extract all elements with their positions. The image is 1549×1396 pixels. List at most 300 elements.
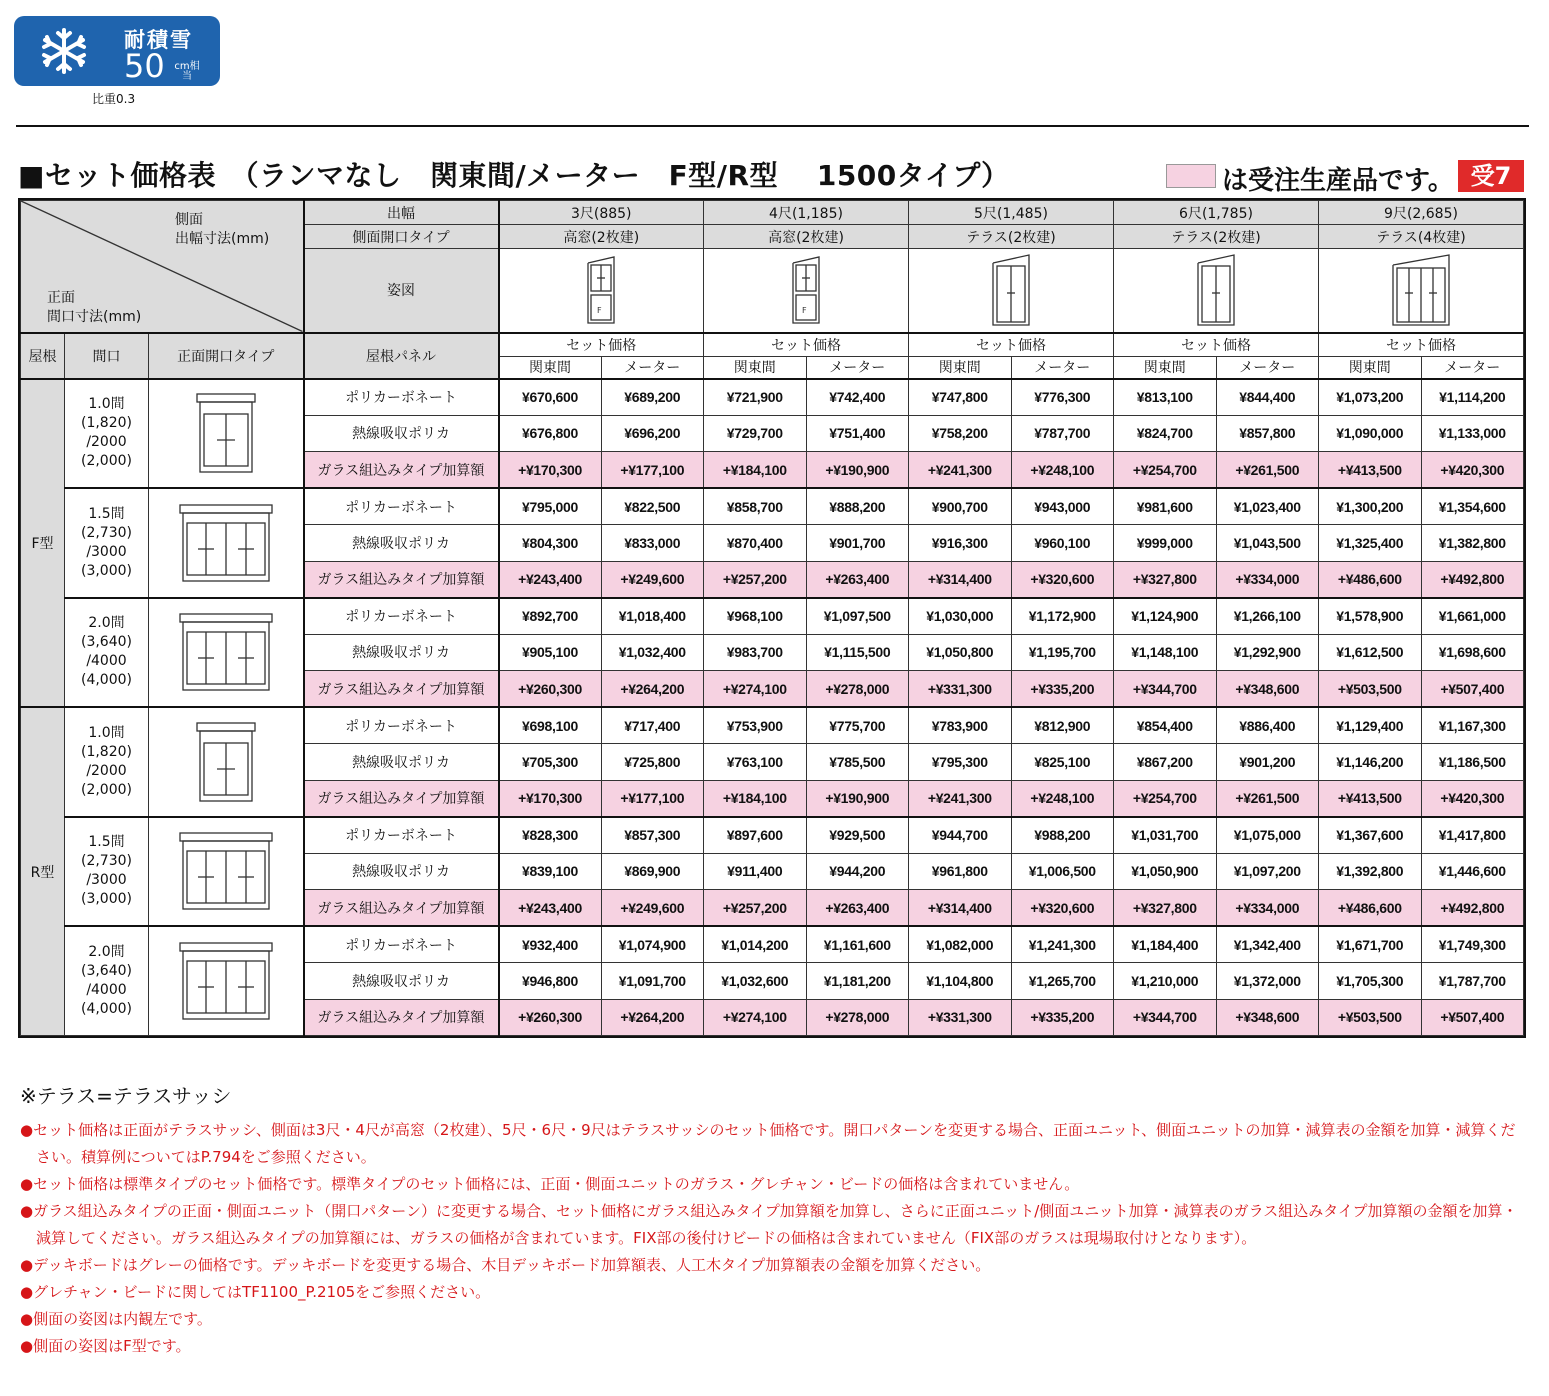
front-figure-4-panel: [178, 941, 274, 1021]
price-cell: +¥170,300: [499, 780, 602, 817]
set-price-header: セット価格: [704, 333, 909, 357]
divider: [16, 125, 1529, 127]
maguchi-line: (4,000): [80, 672, 132, 689]
maguchi-line: (2,730): [80, 524, 132, 541]
price-cell: ¥1,265,700: [1011, 963, 1114, 1000]
price-cell: ¥721,900: [704, 379, 807, 416]
price-cell: ¥676,800: [499, 415, 602, 452]
roof-panel-label: ガラス組込みタイプ加算額: [304, 999, 499, 1036]
price-cell: ¥886,400: [1216, 707, 1319, 744]
price-cell: ¥983,700: [704, 634, 807, 671]
price-cell: +¥507,400: [1421, 671, 1524, 708]
price-cell: ¥858,700: [704, 488, 807, 525]
price-cell: ¥795,300: [909, 744, 1012, 781]
price-cell: +¥184,100: [704, 780, 807, 817]
price-cell: +¥254,700: [1114, 452, 1217, 489]
price-cell: ¥824,700: [1114, 415, 1217, 452]
price-cell: ¥1,032,600: [704, 963, 807, 1000]
price-cell: ¥911,400: [704, 853, 807, 890]
price-cell: ¥1,354,600: [1421, 488, 1524, 525]
roof-panel-label: ポリカーボネート: [304, 817, 499, 854]
price-cell: +¥413,500: [1319, 452, 1422, 489]
set-price-header: セット価格: [499, 333, 704, 357]
price-cell: ¥892,700: [499, 598, 602, 635]
maguchi-cell: [65, 926, 149, 1036]
price-cell: ¥717,400: [601, 707, 704, 744]
price-cell: +¥420,300: [1421, 452, 1524, 489]
price-cell: ¥1,133,000: [1421, 415, 1524, 452]
roof-panel-label: ポリカーボネート: [304, 598, 499, 635]
roof-type: R型: [21, 707, 65, 1036]
price-cell: ¥758,200: [909, 415, 1012, 452]
roof-header: 屋根: [21, 333, 65, 379]
roof-panel-label: 熱線吸収ポリカ: [304, 525, 499, 562]
price-cell: +¥278,000: [806, 999, 909, 1036]
side-figure-high-window: [586, 255, 616, 325]
note-text: ガラス組込みタイプの正面・側面ユニット（開口パターン）に変更する場合、セット価格にガラス組込みタイプ加算額を加算し、さらに正面ユニット/側面ユニット加算・減算表のガラス組込みタイプ加算額の金額を加算・減算してください。ガラス組込みタイプの加算額には、ガラスの価格が含まれています。FIX部の後付けビードの価格は含まれていません（FIX部のガラスは現場取付けとなります）。: [33, 1202, 1518, 1247]
price-cell: +¥278,000: [806, 671, 909, 708]
note-line: [20, 1279, 1530, 1306]
price-cell: ¥1,097,200: [1216, 853, 1319, 890]
price-cell: +¥334,000: [1216, 561, 1319, 598]
side-figure-cell: [1319, 249, 1524, 333]
maguchi-line: 1.5間: [88, 834, 125, 851]
note-line: [20, 1252, 1530, 1279]
front-figure-2-panel: [195, 721, 257, 803]
price-cell: +¥314,400: [909, 890, 1012, 927]
price-cell: +¥331,300: [909, 999, 1012, 1036]
roof-panel-label: ポリカーボネート: [304, 926, 499, 963]
price-cell: ¥1,023,400: [1216, 488, 1319, 525]
price-cell: +¥274,100: [704, 999, 807, 1036]
price-cell: ¥1,006,500: [1011, 853, 1114, 890]
svg-text:F: F: [597, 306, 602, 316]
price-cell: ¥696,200: [601, 415, 704, 452]
price-cell: ¥869,900: [601, 853, 704, 890]
price-cell: +¥184,100: [704, 452, 807, 489]
price-cell: ¥1,073,200: [1319, 379, 1422, 416]
price-cell: ¥1,612,500: [1319, 634, 1422, 671]
front-type-header: 正面開口タイプ: [149, 333, 304, 379]
specific-gravity: 比重0.3: [92, 92, 136, 106]
bullet-icon: ●: [20, 1310, 34, 1328]
price-cell: ¥1,266,100: [1216, 598, 1319, 635]
price-cell: ¥981,600: [1114, 488, 1217, 525]
roof-type: F型: [21, 379, 65, 708]
price-cell: +¥243,400: [499, 561, 602, 598]
price-cell: ¥812,900: [1011, 707, 1114, 744]
price-cell: +¥260,300: [499, 999, 602, 1036]
roof-panel-label: ガラス組込みタイプ加算額: [304, 452, 499, 489]
price-cell: ¥905,100: [499, 634, 602, 671]
roof-panel-label: 熱線吸収ポリカ: [304, 853, 499, 890]
price-cell: ¥1,195,700: [1011, 634, 1114, 671]
price-cell: ¥825,100: [1011, 744, 1114, 781]
price-cell: +¥249,600: [601, 890, 704, 927]
price-cell: +¥254,700: [1114, 780, 1217, 817]
set-price-header: セット価格: [1114, 333, 1319, 357]
price-cell: ¥1,749,300: [1421, 926, 1524, 963]
price-cell: +¥241,300: [909, 452, 1012, 489]
price-cell: +¥190,900: [806, 780, 909, 817]
note-line: [20, 1306, 1530, 1333]
roof-panel-label: ガラス組込みタイプ加算額: [304, 780, 499, 817]
price-cell: ¥1,184,400: [1114, 926, 1217, 963]
notes: [20, 1080, 1530, 1360]
maguchi-line: (3,640): [80, 634, 132, 651]
price-cell: ¥763,100: [704, 744, 807, 781]
price-cell: ¥1,210,000: [1114, 963, 1217, 1000]
roof-panel-label: 熱線吸収ポリカ: [304, 744, 499, 781]
price-cell: +¥177,100: [601, 452, 704, 489]
maguchi-line: /2000: [86, 762, 127, 779]
price-cell: +¥257,200: [704, 561, 807, 598]
maguchi-line: /3000: [86, 543, 127, 560]
maguchi-line: (3,640): [80, 963, 132, 979]
maguchi-line: (2,000): [80, 781, 132, 798]
price-cell: +¥314,400: [909, 561, 1012, 598]
price-cell: +¥486,600: [1319, 561, 1422, 598]
price-cell: ¥1,241,300: [1011, 926, 1114, 963]
price-cell: +¥503,500: [1319, 999, 1422, 1036]
roof-panel-label: ポリカーボネート: [304, 379, 499, 416]
meter-header: メーター: [806, 357, 909, 379]
price-cell: +¥190,900: [806, 452, 909, 489]
maguchi-cell: [65, 488, 149, 598]
price-table: [20, 200, 1524, 1036]
price-cell: ¥1,146,200: [1319, 744, 1422, 781]
price-cell: ¥783,900: [909, 707, 1012, 744]
side-type: テラス(4枚建): [1319, 225, 1524, 249]
maguchi-line: /4000: [86, 653, 127, 670]
price-cell: +¥327,800: [1114, 890, 1217, 927]
price-cell: +¥344,700: [1114, 671, 1217, 708]
price-cell: +¥420,300: [1421, 780, 1524, 817]
bullet-icon: ●: [20, 1256, 34, 1274]
price-cell: ¥1,043,500: [1216, 525, 1319, 562]
price-cell: ¥857,300: [601, 817, 704, 854]
maguchi-cell: [65, 707, 149, 817]
kanto-header: 関東間: [499, 357, 602, 379]
badge-value: 50: [124, 47, 165, 85]
price-cell: ¥1,104,800: [909, 963, 1012, 1000]
price-cell: ¥1,292,900: [1216, 634, 1319, 671]
snow-load-badge: [14, 16, 220, 86]
price-cell: +¥243,400: [499, 890, 602, 927]
price-cell: ¥1,661,000: [1421, 598, 1524, 635]
svg-text:F: F: [802, 306, 807, 316]
price-cell: ¥870,400: [704, 525, 807, 562]
price-cell: ¥1,367,600: [1319, 817, 1422, 854]
price-cell: ¥916,300: [909, 525, 1012, 562]
price-cell: ¥944,700: [909, 817, 1012, 854]
maguchi-line: (1,820): [80, 415, 132, 432]
price-cell: +¥335,200: [1011, 671, 1114, 708]
maguchi-line: (3,000): [80, 562, 132, 579]
price-cell: ¥944,200: [806, 853, 909, 890]
price-cell: ¥1,671,700: [1319, 926, 1422, 963]
price-cell: ¥960,100: [1011, 525, 1114, 562]
price-cell: ¥787,700: [1011, 415, 1114, 452]
price-cell: ¥1,074,900: [601, 926, 704, 963]
price-cell: ¥804,300: [499, 525, 602, 562]
maguchi-cell: [65, 817, 149, 927]
side-figure-cell: [704, 249, 909, 333]
front-figure-4-panel: [178, 503, 274, 583]
front-figure-cell: [149, 817, 304, 927]
price-cell: ¥747,800: [909, 379, 1012, 416]
bullet-icon: ●: [20, 1121, 34, 1139]
roof-panel-label: ガラス組込みタイプ加算額: [304, 671, 499, 708]
price-cell: ¥1,382,800: [1421, 525, 1524, 562]
price-cell: +¥241,300: [909, 780, 1012, 817]
maguchi-cell: [65, 379, 149, 489]
maguchi-line: 2.0間: [88, 944, 125, 960]
price-cell: ¥833,000: [601, 525, 704, 562]
maguchi-line: 1.0間: [88, 724, 125, 741]
price-cell: ¥1,082,000: [909, 926, 1012, 963]
price-cell: ¥1,090,000: [1319, 415, 1422, 452]
badge-label: 耐積雪: [124, 28, 193, 52]
maguchi-line: (3,000): [80, 891, 132, 908]
maguchi-header: 間口: [65, 333, 149, 379]
price-cell: ¥1,787,700: [1421, 963, 1524, 1000]
price-cell: ¥988,200: [1011, 817, 1114, 854]
price-cell: +¥331,300: [909, 671, 1012, 708]
price-cell: +¥263,400: [806, 890, 909, 927]
price-cell: +¥334,000: [1216, 890, 1319, 927]
price-cell: ¥1,148,100: [1114, 634, 1217, 671]
set-price-header: セット価格: [1319, 333, 1524, 357]
price-cell: +¥261,500: [1216, 452, 1319, 489]
price-cell: ¥1,115,500: [806, 634, 909, 671]
note-line: [20, 1117, 1530, 1171]
front-figure-2-panel: [195, 392, 257, 474]
price-cell: +¥344,700: [1114, 999, 1217, 1036]
maguchi-line: /3000: [86, 872, 127, 889]
side-label: 側面 出幅寸法(mm): [175, 212, 270, 247]
legend-tag: 受7: [1458, 160, 1524, 192]
maguchi-line: /2000: [86, 434, 127, 451]
meter-header: メーター: [1421, 357, 1524, 379]
side-type: テラス(2枚建): [1114, 225, 1319, 249]
maguchi-line: /4000: [86, 982, 127, 998]
panel-header: 屋根パネル: [304, 333, 499, 379]
roof-panel-label: ガラス組込みタイプ加算額: [304, 890, 499, 927]
price-cell: ¥822,500: [601, 488, 704, 525]
price-cell: ¥1,578,900: [1319, 598, 1422, 635]
badge-unit: cm相当: [174, 61, 200, 82]
maguchi-line: (4,000): [80, 1001, 132, 1017]
price-cell: ¥1,030,000: [909, 598, 1012, 635]
price-cell: ¥1,091,700: [601, 963, 704, 1000]
price-cell: ¥1,032,400: [601, 634, 704, 671]
price-cell: ¥999,000: [1114, 525, 1217, 562]
price-cell: ¥1,172,900: [1011, 598, 1114, 635]
figure-header: 姿図: [304, 249, 499, 333]
front-figure-cell: [149, 926, 304, 1036]
price-cell: ¥968,100: [704, 598, 807, 635]
price-cell: ¥751,400: [806, 415, 909, 452]
price-cell: ¥844,400: [1216, 379, 1319, 416]
price-cell: ¥775,700: [806, 707, 909, 744]
price-cell: ¥698,100: [499, 707, 602, 744]
meter-header: メーター: [1216, 357, 1319, 379]
side-figure-terrace-2: [991, 253, 1031, 327]
side-figure-terrace-4: [1391, 253, 1451, 327]
price-cell: +¥320,600: [1011, 890, 1114, 927]
price-cell: ¥670,600: [499, 379, 602, 416]
price-cell: ¥857,800: [1216, 415, 1319, 452]
bullet-icon: ●: [20, 1337, 34, 1355]
bullet-icon: ●: [20, 1283, 34, 1301]
price-cell: +¥327,800: [1114, 561, 1217, 598]
price-cell: +¥248,100: [1011, 780, 1114, 817]
front-figure-cell: [149, 598, 304, 708]
depth-size: 9尺(2,685): [1319, 201, 1524, 225]
maguchi-cell: [65, 598, 149, 708]
set-price-header: セット価格: [909, 333, 1114, 357]
roof-panel-label: ポリカーボネート: [304, 707, 499, 744]
price-cell: ¥901,200: [1216, 744, 1319, 781]
price-cell: ¥1,446,600: [1421, 853, 1524, 890]
price-cell: ¥1,161,600: [806, 926, 909, 963]
price-cell: ¥1,031,700: [1114, 817, 1217, 854]
depth-size: 3尺(885): [499, 201, 704, 225]
side-figure-terrace-2: [1196, 253, 1236, 327]
price-cell: ¥1,325,400: [1319, 525, 1422, 562]
side-figure-high-window: [791, 255, 821, 325]
depth-header: 出幅: [304, 201, 499, 225]
price-cell: ¥1,124,900: [1114, 598, 1217, 635]
note-text: セット価格は正面がテラスサッシ、側面は3尺・4尺が高窓（2枚建）、5尺・6尺・9尺はテラスサッシのセット価格です。開口パターンを変更する場合、正面ユニット、側面ユニットの加算・減算表の金額を加算・減算ください。積算例についてはP.794をご参照ください。: [33, 1121, 1516, 1166]
price-cell: ¥689,200: [601, 379, 704, 416]
price-cell: ¥1,114,200: [1421, 379, 1524, 416]
side-figure-cell: [909, 249, 1114, 333]
side-figure-cell: [1114, 249, 1319, 333]
roof-panel-label: 熱線吸収ポリカ: [304, 963, 499, 1000]
price-cell: ¥932,400: [499, 926, 602, 963]
price-cell: ¥901,700: [806, 525, 909, 562]
price-cell: ¥929,500: [806, 817, 909, 854]
price-cell: ¥795,000: [499, 488, 602, 525]
price-cell: ¥1,698,600: [1421, 634, 1524, 671]
legend-text: は受注生産品です。: [1222, 166, 1454, 196]
price-cell: +¥257,200: [704, 890, 807, 927]
maguchi-line: 1.0間: [88, 396, 125, 413]
kanto-header: 関東間: [704, 357, 807, 379]
price-cell: ¥1,705,300: [1319, 963, 1422, 1000]
price-cell: +¥261,500: [1216, 780, 1319, 817]
price-cell: +¥503,500: [1319, 671, 1422, 708]
maguchi-line: (2,730): [80, 853, 132, 870]
price-cell: ¥705,300: [499, 744, 602, 781]
meter-header: メーター: [1011, 357, 1114, 379]
price-cell: ¥1,014,200: [704, 926, 807, 963]
roof-panel-label: 熱線吸収ポリカ: [304, 634, 499, 671]
price-cell: ¥1,167,300: [1421, 707, 1524, 744]
depth-size: 4尺(1,185): [704, 201, 909, 225]
price-cell: +¥264,200: [601, 999, 704, 1036]
front-figure-4-panel: [178, 831, 274, 911]
price-cell: +¥507,400: [1421, 999, 1524, 1036]
price-cell: +¥348,600: [1216, 671, 1319, 708]
note-text: セット価格は標準タイプのセット価格です。標準タイプのセット価格には、正面・側面ユニットのガラス・グレチャン・ビードの価格は含まれていません。: [33, 1175, 1080, 1193]
maguchi-line: (2,000): [80, 453, 132, 470]
price-cell: ¥888,200: [806, 488, 909, 525]
page-title: ■セット価格表 （ランマなし 関東間/メーター F型/R型 1500タイプ）: [18, 159, 1010, 192]
price-cell: ¥1,342,400: [1216, 926, 1319, 963]
roof-panel-label: ポリカーボネート: [304, 488, 499, 525]
price-cell: ¥943,000: [1011, 488, 1114, 525]
maguchi-line: 1.5間: [88, 505, 125, 522]
price-cell: +¥492,800: [1421, 561, 1524, 598]
price-cell: ¥1,392,800: [1319, 853, 1422, 890]
note-text: 側面の姿図は内観左です。: [33, 1310, 212, 1328]
roof-panel-label: 熱線吸収ポリカ: [304, 415, 499, 452]
side-type: 高窓(2枚建): [499, 225, 704, 249]
price-cell: ¥1,181,200: [806, 963, 909, 1000]
price-cell: +¥170,300: [499, 452, 602, 489]
front-figure-cell: [149, 488, 304, 598]
maguchi-line: 2.0間: [88, 615, 125, 632]
price-cell: ¥1,097,500: [806, 598, 909, 635]
price-cell: ¥813,100: [1114, 379, 1217, 416]
kanto-header: 関東間: [1319, 357, 1422, 379]
price-cell: +¥413,500: [1319, 780, 1422, 817]
price-cell: +¥335,200: [1011, 999, 1114, 1036]
price-cell: ¥961,800: [909, 853, 1012, 890]
note-text: グレチャン・ビードに関してはTF1100_P.2105をご参照ください。: [33, 1283, 491, 1301]
price-cell: ¥753,900: [704, 707, 807, 744]
price-cell: +¥486,600: [1319, 890, 1422, 927]
price-cell: +¥274,100: [704, 671, 807, 708]
price-cell: ¥785,500: [806, 744, 909, 781]
depth-size: 6尺(1,785): [1114, 201, 1319, 225]
front-figure-cell: [149, 379, 304, 489]
depth-size: 5尺(1,485): [909, 201, 1114, 225]
price-cell: ¥1,300,200: [1319, 488, 1422, 525]
side-type: テラス(2枚建): [909, 225, 1114, 249]
note-text: 側面の姿図はF型です。: [33, 1337, 191, 1355]
price-cell: ¥1,417,800: [1421, 817, 1524, 854]
maguchi-line: (1,820): [80, 743, 132, 760]
side-type: 高窓(2枚建): [704, 225, 909, 249]
note-line: [20, 1333, 1530, 1360]
roof-panel-label: ガラス組込みタイプ加算額: [304, 561, 499, 598]
price-cell: ¥867,200: [1114, 744, 1217, 781]
price-cell: ¥897,600: [704, 817, 807, 854]
price-cell: ¥729,700: [704, 415, 807, 452]
price-cell: ¥725,800: [601, 744, 704, 781]
price-cell: +¥260,300: [499, 671, 602, 708]
notes-head: ※テラス=テラスサッシ: [20, 1084, 232, 1108]
price-cell: ¥1,050,800: [909, 634, 1012, 671]
front-label: 正面 間口寸法(mm): [47, 290, 142, 325]
meter-header: メーター: [601, 357, 704, 379]
price-cell: ¥900,700: [909, 488, 1012, 525]
price-cell: ¥1,372,000: [1216, 963, 1319, 1000]
price-cell: ¥1,129,400: [1319, 707, 1422, 744]
price-cell: ¥839,100: [499, 853, 602, 890]
price-cell: ¥1,018,400: [601, 598, 704, 635]
price-cell: ¥776,300: [1011, 379, 1114, 416]
price-cell: +¥177,100: [601, 780, 704, 817]
price-cell: ¥1,186,500: [1421, 744, 1524, 781]
note-text: デッキボードはグレーの価格です。デッキボードを変更する場合、木目デッキボード加算額表、人工木タイプ加算額表の金額を加算ください。: [33, 1256, 991, 1274]
front-figure-cell: [149, 707, 304, 817]
bullet-icon: ●: [20, 1175, 34, 1193]
